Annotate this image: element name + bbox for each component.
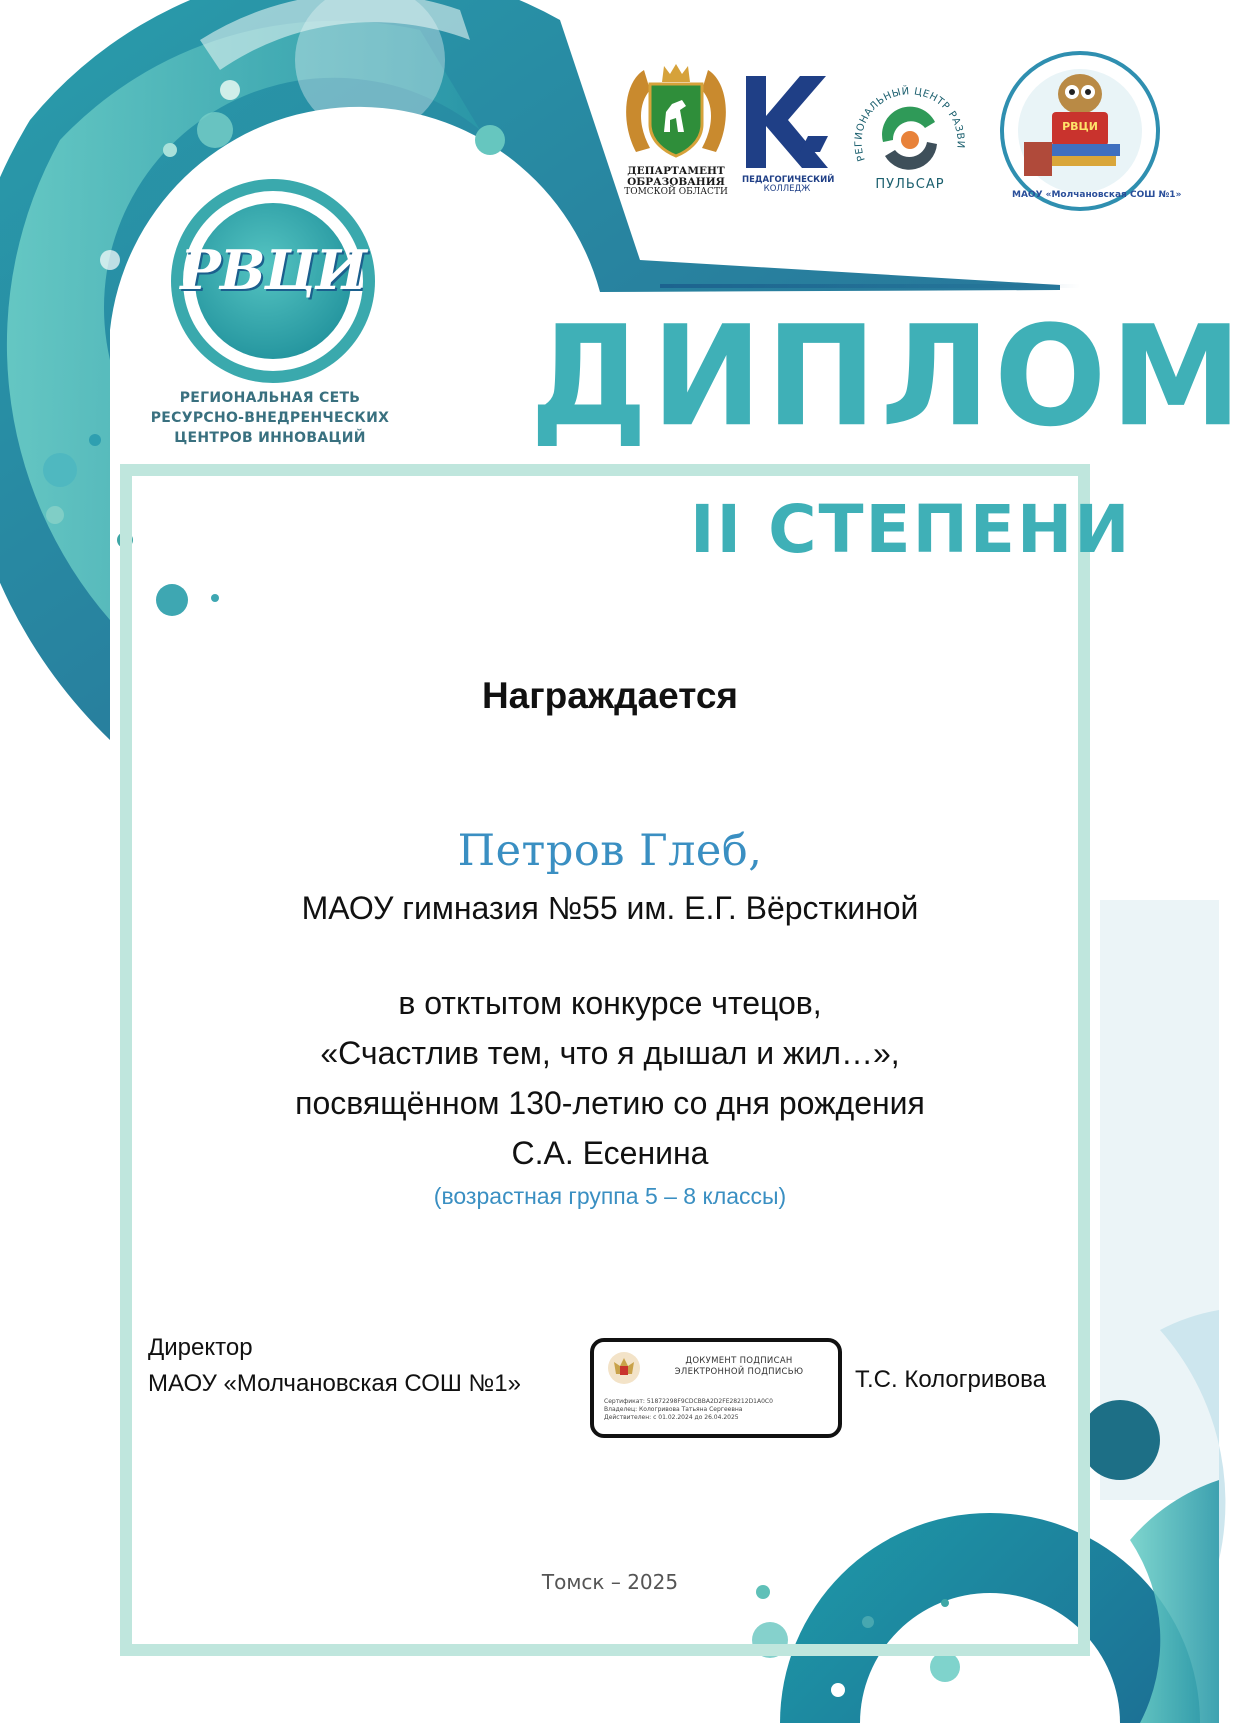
contest-line-3: посвящённом 130-летию со дня рождения [295, 1085, 925, 1121]
coat-of-arms-icon [620, 62, 732, 162]
electronic-signature-stamp [590, 1338, 842, 1438]
director-block [148, 1330, 521, 1402]
school-badge-ring: МАОУ «Молчановская СОШ №1» [1012, 190, 1182, 200]
contest-line-1: в отктытом конкурсе чтецов, [398, 985, 822, 1021]
emblem-icon [606, 1350, 642, 1386]
diploma-title: ДИПЛОМ [530, 296, 1246, 458]
pulsar-name: ПУЛЬСАР [875, 177, 945, 192]
director-title: Директор [148, 1334, 253, 1361]
stamp-title: ДОКУМЕНТ ПОДПИСАН ЭЛЕКТРОННОЙ ПОДПИСЬЮ [674, 1356, 804, 1377]
stamp-details: Сертификат: 51872298F9CDCBBA2D2FE28212D1A0C0 Владелец: Кологривова Татьяна Сергеевна Действителен: с 01.02.2024 до 26.04.2025 [604, 1398, 773, 1421]
school-badge-text: РВЦИ [1062, 120, 1098, 133]
pulsar-logo [845, 70, 975, 200]
rvci-caption: РЕГИОНАЛЬНАЯ СЕТЬ РЕСУРСНО-ВНЕДРЕНЧЕСКИХ ЦЕНТРОВ ИННОВАЦИЙ [150, 390, 390, 446]
recipient-name: Петров Глеб, [457, 826, 763, 876]
department-logo: ДЕПАРТАМЕНТ ОБРАЗОВАНИЯ ТОМСКОЙ ОБЛАСТИ [620, 62, 732, 202]
diploma-degree: II СТЕПЕНИ [690, 491, 1132, 568]
college-logo: ПЕДАГОГИЧЕСКИЙ КОЛЛЕДЖ [742, 72, 832, 197]
rvci-logo [158, 176, 388, 386]
footer-city-year: Томск – 2025 [541, 1570, 679, 1594]
college-k-icon [742, 72, 832, 172]
rvci-logo-text: РВЦИ [180, 238, 366, 302]
school-badge [1000, 46, 1182, 216]
recipient-school: МАОУ гимназия №55 им. Е.Г. Вёрсткиной [301, 890, 919, 926]
signer-name: Т.С. Кологривова [855, 1366, 1046, 1393]
awarded-heading: Награждается [481, 675, 739, 716]
director-organization: МАОУ «Молчановская СОШ №1» [148, 1370, 521, 1397]
contest-line-4: С.А. Есенина [511, 1135, 709, 1171]
contest-line-2: «Счастлив тем, что я дышал и жил…», [320, 1035, 900, 1071]
pulsar-ring-text: РЕГИОНАЛЬНЫЙ ЦЕНТР РАЗВИ [853, 86, 966, 163]
owl-icon [1058, 74, 1102, 114]
age-group: (возрастная группа 5 – 8 классы) [433, 1183, 787, 1209]
